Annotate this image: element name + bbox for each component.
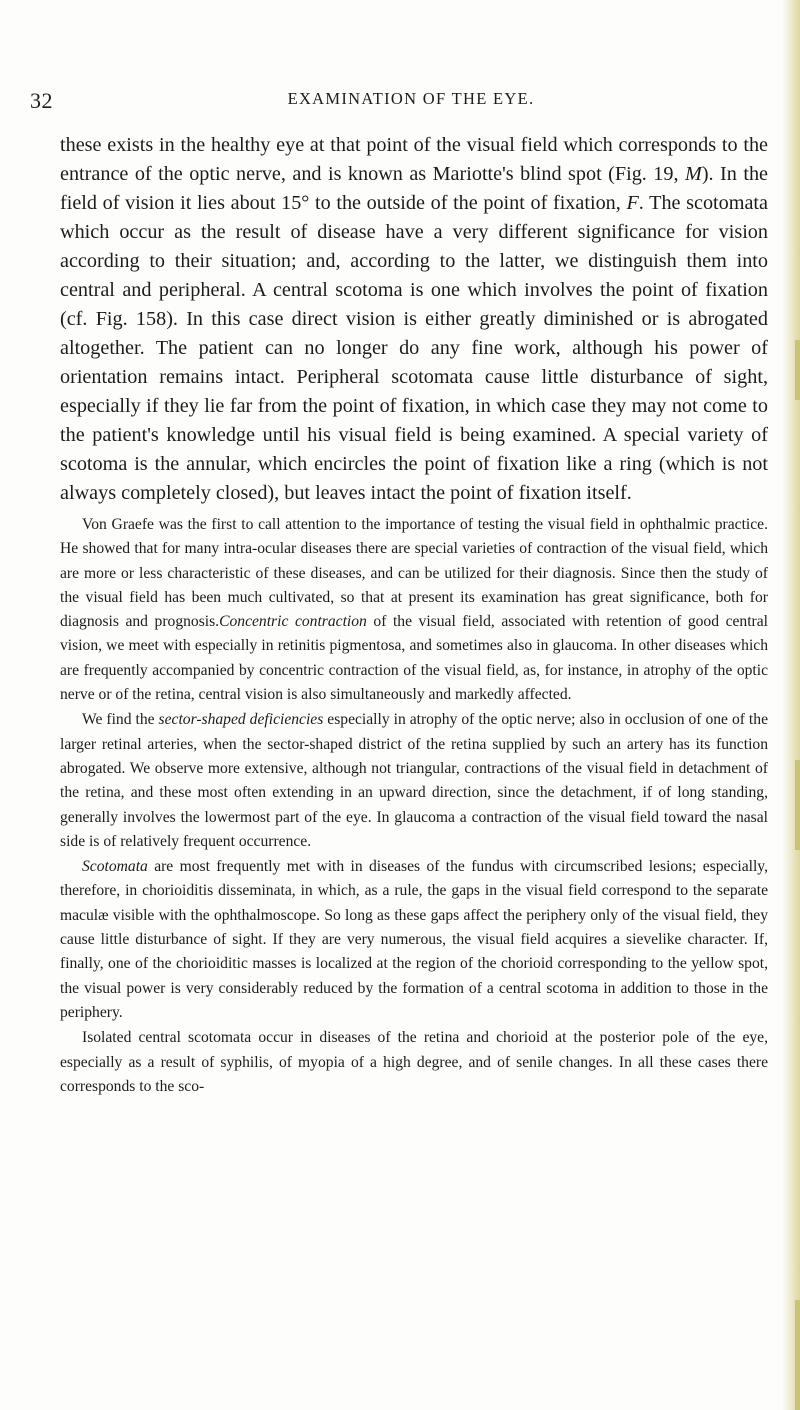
small-text-section (60, 513, 768, 1099)
running-title: EXAMINATION OF THE EYE. (287, 89, 535, 108)
page-edge (782, 0, 800, 1410)
paragraph: We find the sector-shaped deficiencies especially in atrophy of the optic nerve; also in occlusion of one of the larger retinal arteries, when the sector-shaped district of the retina supplied by such an artery has its function abrogated. We observe more extensive, although not triangular, contractions of the visual field in detachment of the retina, and these most often extending in an upward direction, since the detachment, if of long standing, generally involves the lowermost part of the eye. In glaucoma a contraction of the visual field toward the nasal side is of relatively frequent occurrence. (60, 711, 768, 850)
page-body (60, 131, 768, 1099)
page-number: 32 (30, 88, 53, 113)
paragraph: these exists in the healthy eye at that point of the visual field which corresponds to the entrance of the optic nerve, and is known as Mariotte's blind spot (Fig. 19, M). In the field of vision it lies about 15° to the outside of the point of fixation, F. The scotomata which occur as the result of disease have a very different significance for vision according to their situation; and, according to the latter, we distinguish them into central and peripheral. A central scotoma is one which involves the point of fixation (cf. Fig. 158). In this case direct vision is either greatly diminished or is abrogated altogether. The patient can no longer do any fine work, although his power of orientation remains intact. Peripheral scotomata cause little disturbance of sight, especially if they lie far from the point of fixation, in which case they may not come to the patient's knowledge until his visual field is being examined. A special variety of scotoma is the annular, which encircles the point of fixation like a ring (which is not always completely closed), but leaves intact the point of fixation itself. (60, 134, 768, 504)
large-text-section (60, 131, 768, 508)
edge-mark (795, 760, 800, 850)
paragraph: Isolated central scotomata occur in diseases of the retina and chorioid at the posterior pole of the eye, especially as a result of syphilis, of myopia of a high degree, and of senile changes. In all these cases there corresponds to the sco- (60, 1029, 768, 1095)
edge-mark (795, 1300, 800, 1410)
page-header (0, 88, 800, 116)
paragraph: Scotomata are most frequently met with in diseases of the fundus with circumscribed lesions; especially, therefore, in chorioiditis disseminata, in which, as a rule, the gaps in the visual field correspond to the separate maculæ visible with the ophthalmoscope. So long as these gaps affect the periphery only of the visual field, they cause little disturbance of sight. If they are very numerous, the visual field acquires a sievelike character. If, finally, one of the chorioiditic masses is localized at the region of the chorioid corresponding to the yellow spot, the visual power is very considerably reduced by the formation of a central scotoma in addition to those in the periphery. (60, 858, 768, 1021)
edge-mark (795, 340, 800, 400)
paragraph: Von Graefe was the first to call attention to the importance of testing the visual field in ophthalmic practice. He showed that for many intra-ocular diseases there are special varieties of contraction of the visual field, which are more or less characteristic of these diseases, and can be utilized for their diagnosis. Since then the study of the visual field has been much cultivated, so that at present its examination has great significance, both for diagnosis and prognosis.Concentric contraction of the visual field, associated with retention of good central vision, we meet with especially in retinitis pigmentosa, and sometimes also in glaucoma. In other diseases which are frequently accompanied by concentric contraction of the visual field, as, for instance, in atrophy of the optic nerve or of the retina, central vision is also simultaneously and markedly affected. (60, 516, 768, 704)
